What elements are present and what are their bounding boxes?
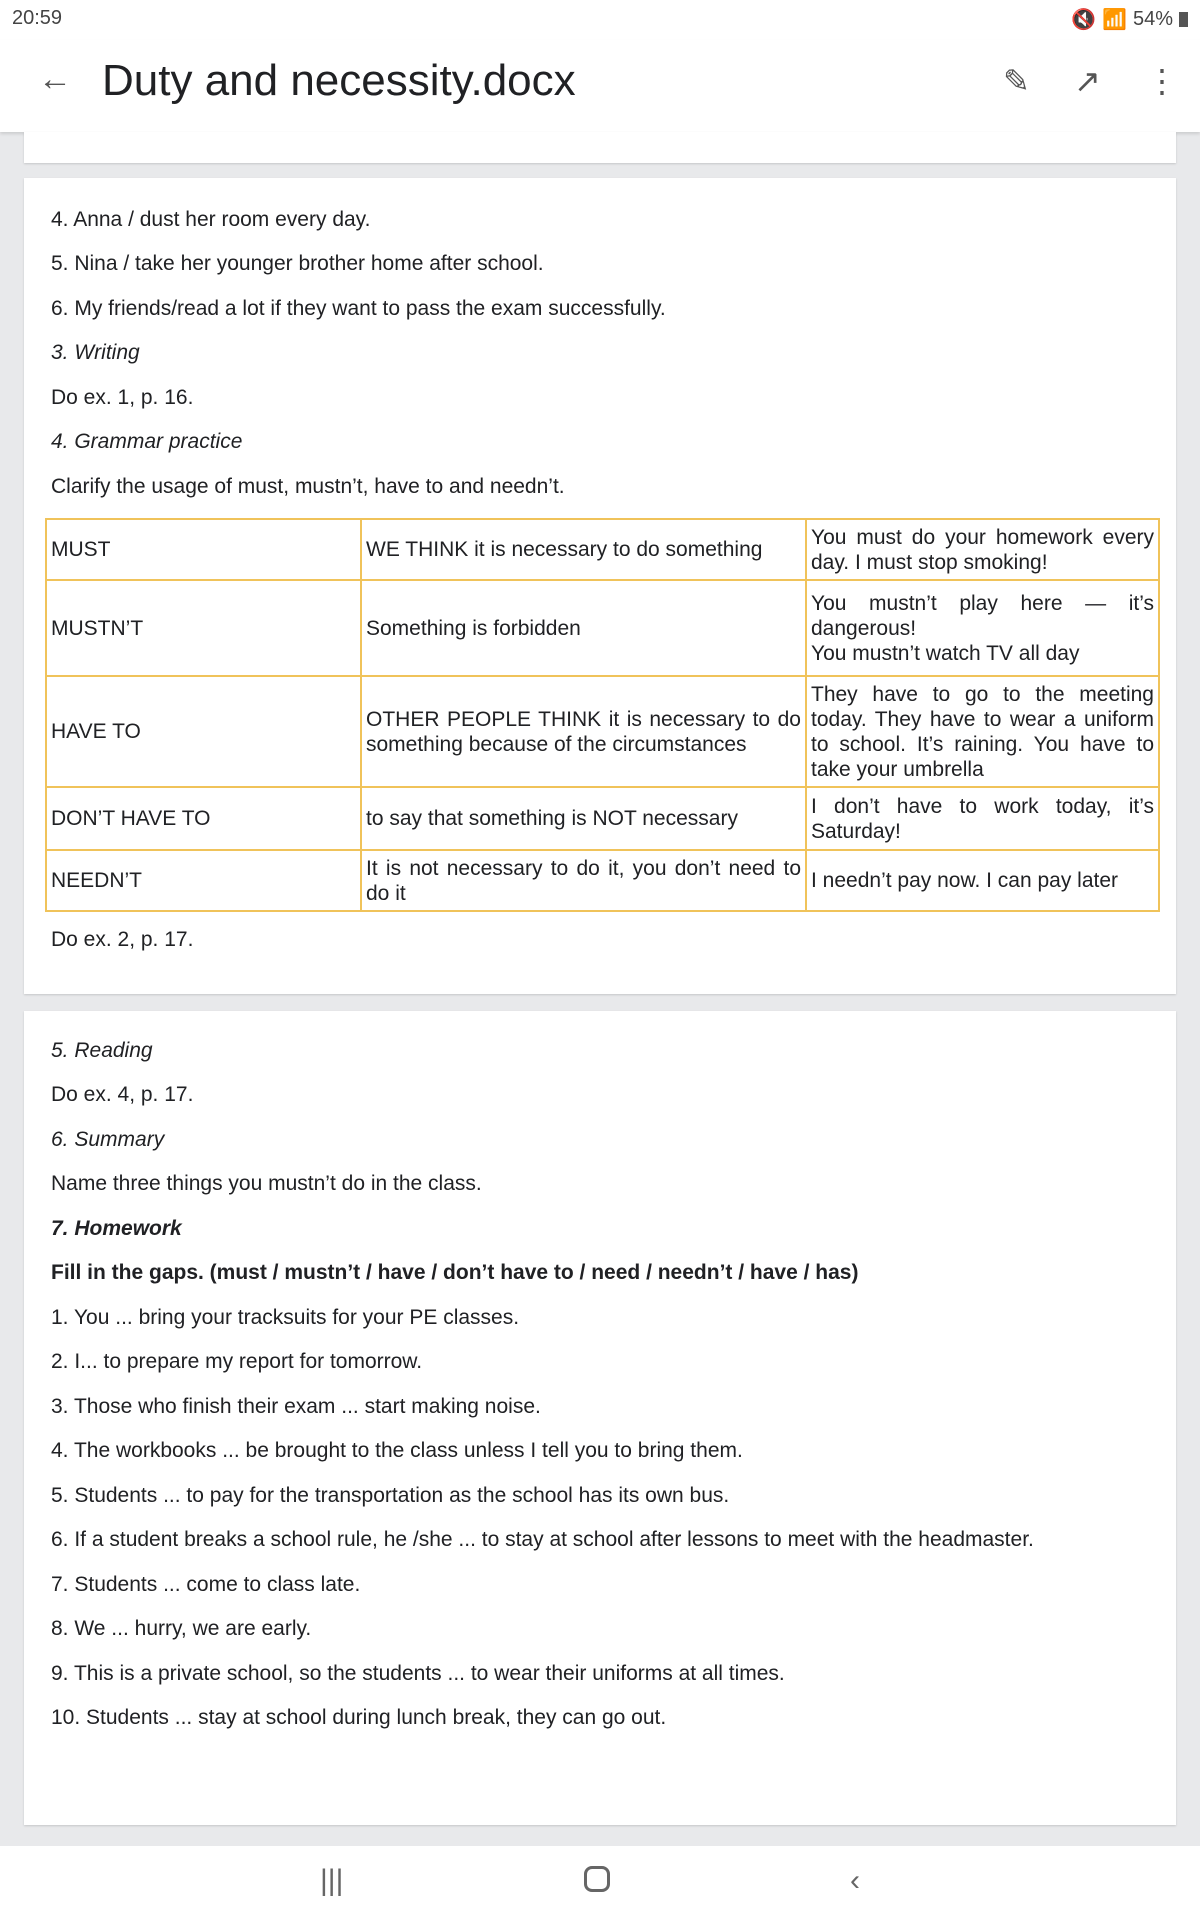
more-options-icon[interactable]: ⋮: [1146, 63, 1178, 99]
exercise-item: 5. Students ... to pay for the transportation as the school has its own bus.: [51, 1484, 730, 1507]
table-cell: MUST: [46, 519, 361, 580]
text-line: Do ex. 1, p. 16.: [51, 386, 194, 409]
instructions: Fill in the gaps. (must / mustn’t / have / don’t have to / need / needn’t / have / has): [51, 1261, 859, 1284]
back-arrow-icon[interactable]: ←: [38, 60, 72, 98]
exercise-item: 3. Those who finish their exam ... start making noise.: [51, 1395, 541, 1418]
exercise-item: 9. This is a private school, so the students ... to wear their uniforms at all times.: [51, 1662, 785, 1685]
home-icon[interactable]: [584, 1866, 610, 1892]
open-external-icon[interactable]: ↗: [1074, 63, 1101, 99]
table-cell: MUSTN’T: [46, 580, 361, 676]
exercise-item: 6. If a student breaks a school rule, he /she ... to stay at school after lessons to meet with the headmaster.: [51, 1528, 1034, 1551]
table-cell: HAVE TO: [46, 676, 361, 787]
exercise-item: 1. You ... bring your tracksuits for your PE classes.: [51, 1306, 520, 1329]
table-row: [46, 850, 1159, 911]
cell-line: You mustn’t watch TV all day: [811, 641, 1080, 665]
text-line: Do ex. 4, p. 17.: [51, 1083, 194, 1106]
table-row: [46, 519, 1159, 580]
table-cell: You must do your homework every day. I must stop smoking!: [806, 519, 1159, 580]
table-cell: OTHER PEOPLE THINK it is necessary to do something because of the circumstances: [361, 676, 806, 787]
modal-verbs-table: [45, 518, 1160, 912]
page-3: [24, 1011, 1176, 1825]
heading-homework: 7. Homework: [51, 1217, 182, 1240]
status-time: 20:59: [12, 7, 63, 29]
exercise-item: 2. I... to prepare my report for tomorrow.: [51, 1350, 423, 1373]
cell-line: You mustn’t play here — it’s dangerous!: [811, 591, 1154, 640]
table-cell: Something is forbidden: [361, 580, 806, 676]
recent-apps-icon[interactable]: |||: [320, 1864, 344, 1897]
table-row: [46, 787, 1159, 850]
exercise-item: 10. Students ... stay at school during lunch break, they can go out.: [51, 1706, 667, 1729]
document-title: Duty and necessity.docx: [102, 56, 576, 105]
table-cell: WE THINK it is necessary to do something: [361, 519, 806, 580]
table-cell: I don’t have to work today, it’s Saturday!: [806, 787, 1159, 850]
wifi-signal-icon: 📶: [1102, 9, 1127, 31]
table-cell: to say that something is NOT necessary: [361, 787, 806, 850]
text-line: 5. Nina / take her younger brother home after school.: [51, 252, 544, 275]
heading-writing: 3. Writing: [51, 341, 140, 364]
table-cell: I needn’t pay now. I can pay later: [806, 850, 1159, 911]
text-line: Do ex. 2, p. 17.: [51, 928, 194, 951]
table-cell: DON’T HAVE TO: [46, 787, 361, 850]
text-line: Name three things you mustn’t do in the class.: [51, 1172, 482, 1195]
exercise-item: 4. The workbooks ... be brought to the class unless I tell you to bring them.: [51, 1439, 743, 1462]
heading-reading: 5. Reading: [51, 1039, 153, 1062]
exercise-item: 7. Students ... come to class late.: [51, 1573, 361, 1596]
heading-grammar: 4. Grammar practice: [51, 430, 243, 453]
heading-summary: 6. Summary: [51, 1128, 165, 1151]
table-row: [46, 580, 1159, 676]
table-row: [46, 676, 1159, 787]
battery-level: 54%: [1132, 8, 1173, 30]
text-line: 6. My friends/read a lot if they want to pass the exam successfully.: [51, 297, 666, 320]
app-bar: [0, 40, 1200, 132]
page-2: [24, 178, 1176, 994]
battery-icon: [1179, 12, 1188, 27]
text-line: 4. Anna / dust her room every day.: [51, 208, 371, 231]
mute-icon: 🔇: [1071, 9, 1097, 31]
edit-pencil-icon[interactable]: ✎: [1003, 63, 1030, 99]
page-1-bottom: [24, 132, 1176, 163]
exercise-item: 8. We ... hurry, we are early.: [51, 1617, 312, 1640]
table-cell: It is not necessary to do it, you don’t need to do it: [361, 850, 806, 911]
navigation-bar: [0, 1846, 1200, 1920]
text-line: Clarify the usage of must, mustn’t, have to and needn’t.: [51, 475, 565, 498]
back-nav-icon[interactable]: ‹: [850, 1864, 860, 1897]
table-cell: They have to go to the meeting today. They have to wear a uniform to school. It’s raining. You have to take your umbrella: [806, 676, 1159, 787]
status-bar: [0, 0, 1200, 40]
table-cell: [806, 580, 1159, 676]
table-cell: NEEDN’T: [46, 850, 361, 911]
